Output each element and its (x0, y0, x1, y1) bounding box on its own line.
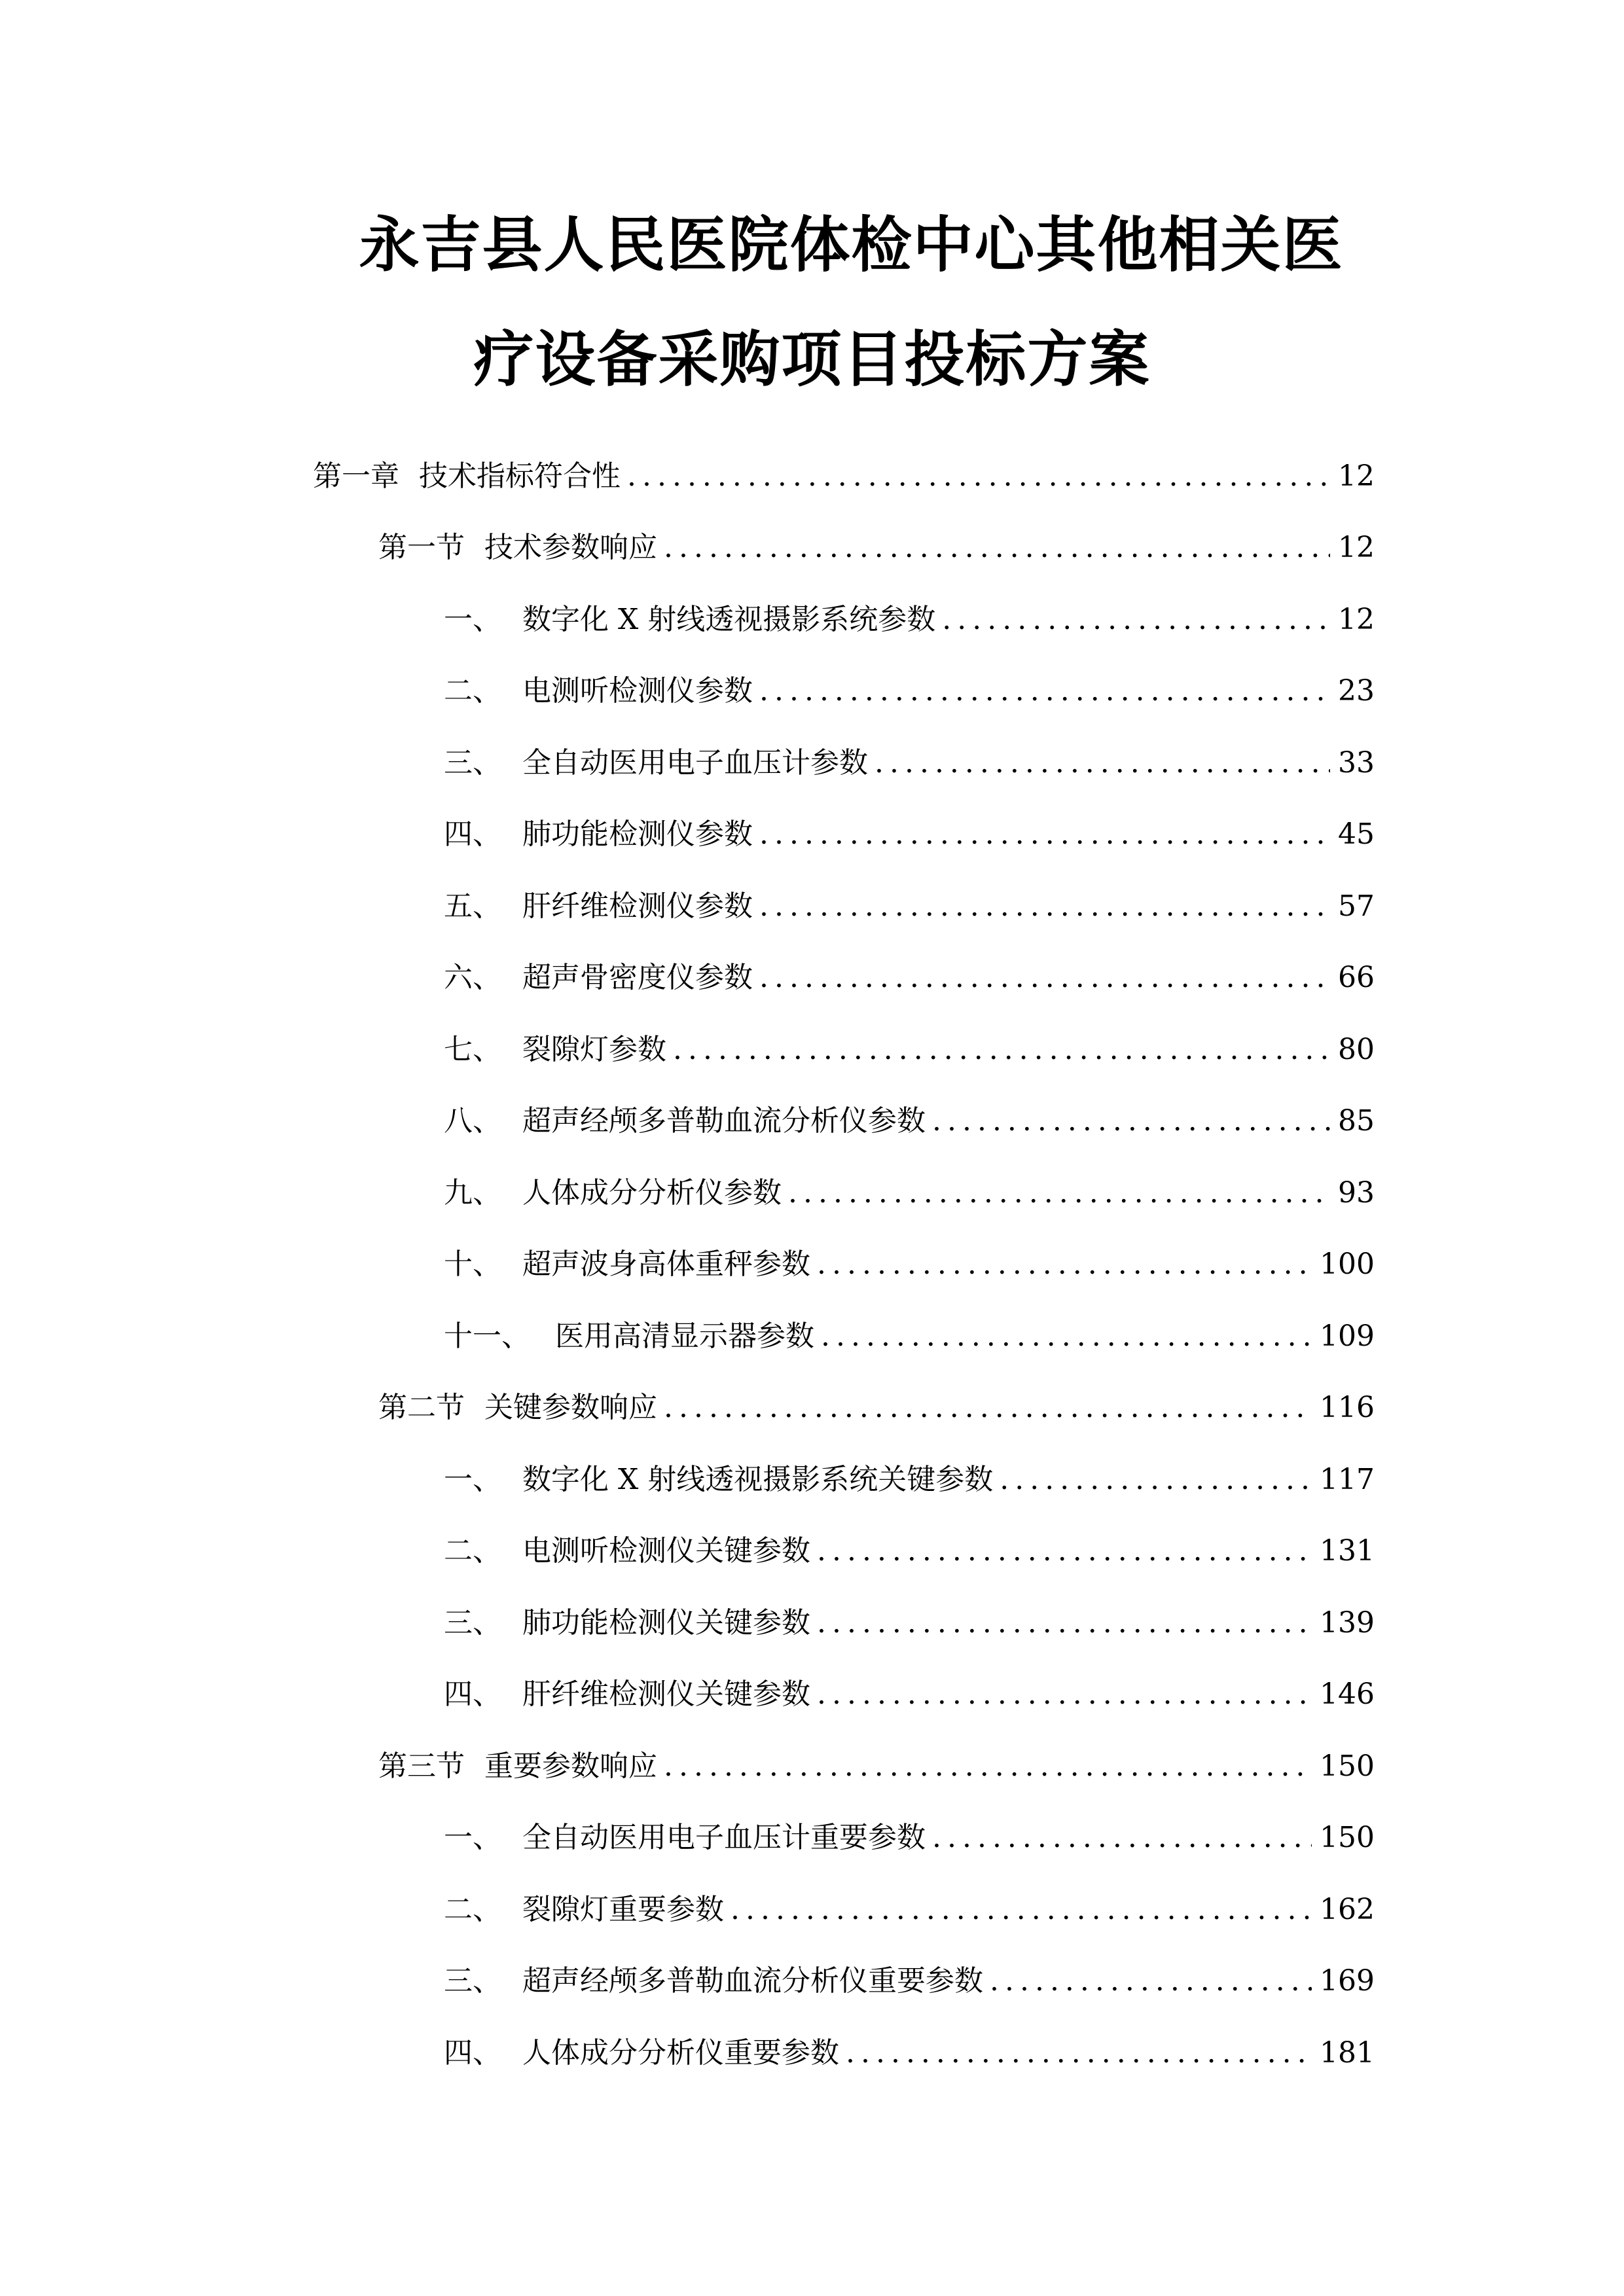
toc-entry[interactable] (0, 437, 1624, 509)
toc-entry-title: 技术参数响应 (484, 531, 657, 565)
toc-entry[interactable] (0, 1584, 1624, 1656)
toc-dot-leader (759, 889, 1330, 923)
toc-page-number: 45 (1338, 817, 1375, 852)
toc-page-number: 146 (1320, 1677, 1375, 1712)
toc-entry-number: 一、 (444, 1462, 501, 1496)
toc-page-number: 139 (1320, 1605, 1375, 1640)
toc-dot-leader (846, 2036, 1312, 2070)
toc-entry-content (378, 1384, 1375, 1426)
toc-entry-content (444, 810, 1375, 852)
toc-dot-leader (627, 459, 1330, 493)
toc-entry-title: 肝纤维检测仪参数 (522, 889, 753, 923)
toc-page-number: 85 (1338, 1104, 1375, 1138)
toc-dot-leader (664, 531, 1330, 564)
toc-page-number: 116 (1320, 1391, 1375, 1425)
toc-dot-leader (875, 746, 1330, 780)
toc-dot-leader (664, 1391, 1312, 1424)
toc-entry-title: 数字化 X 射线透视摄影系统参数 (522, 602, 936, 636)
toc-entry[interactable] (0, 1441, 1624, 1513)
toc-entry[interactable] (0, 867, 1624, 939)
toc-dot-leader (817, 1247, 1312, 1281)
toc-entry-content (313, 452, 1375, 494)
toc-entry-number: 四、 (444, 817, 501, 852)
toc-entry-number: 八、 (444, 1104, 501, 1138)
toc-entry[interactable] (0, 509, 1624, 581)
toc-page-number: 12 (1338, 459, 1375, 493)
toc-entry-content (444, 1312, 1375, 1354)
toc-entry-title: 重要参数响应 (484, 1749, 657, 1783)
toc-page-number: 12 (1338, 602, 1375, 636)
toc-entry-content (444, 1456, 1375, 1498)
toc-entry-title: 超声经颅多普勒血流分析仪参数 (522, 1104, 926, 1138)
toc-page-number: 100 (1320, 1247, 1375, 1282)
toc-entry-content (444, 1026, 1375, 1067)
toc-page-number: 162 (1320, 1892, 1375, 1926)
toc-entry-number: 第二节 (378, 1391, 465, 1425)
toc-dot-leader (664, 1749, 1312, 1783)
toc-entry-title: 肺功能检测仪参数 (522, 817, 753, 852)
toc-page-number: 57 (1338, 889, 1375, 923)
toc-entry[interactable] (0, 1297, 1624, 1369)
toc-entry-title: 电测听检测仪关键参数 (522, 1534, 810, 1568)
toc-dot-leader (1000, 1463, 1312, 1496)
toc-dot-leader (990, 1964, 1312, 1998)
toc-entry-title: 肝纤维检测仪关键参数 (522, 1677, 810, 1712)
toc-dot-leader (673, 1033, 1330, 1066)
toc-entry-title: 人体成分分析仪重要参数 (522, 2036, 839, 2070)
toc-entry-title: 裂隙灯参数 (522, 1032, 666, 1066)
toc-entry-content (444, 882, 1375, 924)
toc-entry-title: 肺功能检测仪关键参数 (522, 1605, 810, 1640)
toc-dot-leader (932, 1821, 1312, 1854)
toc-entry-number: 四、 (444, 1677, 501, 1712)
toc-entry-number: 一、 (444, 1821, 501, 1855)
toc-entry-title: 裂隙灯重要参数 (522, 1892, 724, 1926)
toc-entry[interactable] (0, 1727, 1624, 1799)
toc-entry-content (444, 596, 1375, 637)
toc-entry[interactable] (0, 2014, 1624, 2086)
toc-page-number: 181 (1320, 2036, 1375, 2070)
toc-entry-content (444, 1527, 1375, 1569)
toc-entry-content (444, 1097, 1375, 1139)
toc-page-number: 23 (1338, 674, 1375, 708)
toc-entry-number: 十一、 (444, 1319, 530, 1353)
toc-entry-content (444, 1957, 1375, 1999)
toc-dot-leader (821, 1319, 1312, 1353)
toc-entry-number: 三、 (444, 745, 501, 780)
toc-entry-title: 电测听检测仪参数 (522, 674, 753, 708)
toc-entry[interactable] (0, 1369, 1624, 1441)
table-of-contents (0, 437, 1624, 2086)
toc-dot-leader (817, 1606, 1312, 1640)
toc-entry[interactable] (0, 1154, 1624, 1226)
toc-entry[interactable] (0, 1083, 1624, 1155)
toc-entry-number: 三、 (444, 1605, 501, 1640)
toc-dot-leader (759, 674, 1330, 708)
toc-entry-number: 二、 (444, 674, 501, 708)
toc-page-number: 80 (1338, 1032, 1375, 1066)
toc-page-number: 33 (1338, 745, 1375, 780)
toc-entry-number: 二、 (444, 1892, 501, 1926)
toc-entry-number: 四、 (444, 2036, 501, 2070)
toc-entry-content (444, 739, 1375, 781)
toc-page-number: 117 (1320, 1462, 1375, 1496)
toc-entry-title: 全自动医用电子血压计参数 (522, 745, 868, 780)
toc-entry-number: 一、 (444, 602, 501, 636)
toc-entry-content (444, 2029, 1375, 2071)
toc-dot-leader (759, 817, 1330, 851)
toc-page-number: 12 (1338, 531, 1375, 565)
toc-page-number: 93 (1338, 1175, 1375, 1210)
toc-entry-number: 第一章 (313, 459, 399, 493)
toc-entry[interactable] (0, 796, 1624, 868)
document-title-line1: 永吉县人民医院体检中心其他相关医 (359, 210, 1344, 280)
toc-entry[interactable] (0, 1943, 1624, 2015)
toc-entry-number: 第一节 (378, 531, 465, 565)
toc-entry-title: 技术指标符合性 (419, 459, 621, 493)
toc-entry-content (378, 1742, 1375, 1784)
toc-entry-title: 医用高清显示器参数 (555, 1319, 814, 1353)
toc-entry-content (444, 1599, 1375, 1641)
document-title-line2: 疗设备采购项目投标方案 (473, 325, 1151, 395)
toc-dot-leader (759, 961, 1330, 994)
toc-dot-leader (817, 1677, 1312, 1711)
toc-entry-number: 五、 (444, 889, 501, 923)
toc-entry-title: 人体成分分析仪参数 (522, 1175, 782, 1210)
toc-entry[interactable] (0, 1871, 1624, 1943)
toc-entry[interactable] (0, 724, 1624, 796)
toc-entry[interactable] (0, 939, 1624, 1011)
toc-entry-number: 六、 (444, 961, 501, 995)
toc-entry-title: 数字化 X 射线透视摄影系统关键参数 (522, 1462, 994, 1496)
toc-page-number: 66 (1338, 961, 1375, 995)
toc-entry[interactable] (0, 1799, 1624, 1871)
toc-entry-number: 二、 (444, 1534, 501, 1568)
toc-entry-title: 超声骨密度仪参数 (522, 961, 753, 995)
toc-entry-content (444, 1886, 1375, 1928)
toc-entry[interactable] (0, 653, 1624, 725)
toc-entry-content (444, 1814, 1375, 1856)
toc-page-number: 169 (1320, 1964, 1375, 1998)
toc-entry-content (444, 1670, 1375, 1712)
toc-page-number: 150 (1320, 1821, 1375, 1855)
toc-dot-leader (817, 1534, 1312, 1568)
toc-entry-content (378, 524, 1375, 565)
toc-entry-title: 关键参数响应 (484, 1391, 657, 1425)
toc-entry-number: 第三节 (378, 1749, 465, 1783)
toc-entry-title: 全自动医用电子血压计重要参数 (522, 1821, 926, 1855)
toc-entry-number: 七、 (444, 1032, 501, 1066)
toc-entry[interactable] (0, 1656, 1624, 1728)
toc-dot-leader (932, 1104, 1330, 1138)
toc-page-number: 150 (1320, 1749, 1375, 1783)
toc-entry[interactable] (0, 1011, 1624, 1083)
toc-entry-content (444, 667, 1375, 709)
toc-entry-title: 超声波身高体重秤参数 (522, 1247, 810, 1282)
toc-entry[interactable] (0, 1513, 1624, 1585)
toc-entry-number: 三、 (444, 1964, 501, 1998)
toc-dot-leader (788, 1176, 1330, 1210)
toc-page-number: 131 (1320, 1534, 1375, 1568)
toc-entry-content (444, 1240, 1375, 1282)
toc-entry-number: 十、 (444, 1247, 501, 1282)
toc-entry[interactable] (0, 1226, 1624, 1298)
toc-dot-leader (731, 1893, 1312, 1926)
toc-entry-content (444, 954, 1375, 996)
toc-entry[interactable] (0, 581, 1624, 653)
toc-entry-content (444, 1169, 1375, 1211)
toc-dot-leader (942, 603, 1330, 636)
toc-page-number: 109 (1320, 1319, 1375, 1353)
toc-entry-number: 九、 (444, 1175, 501, 1210)
toc-entry-title: 超声经颅多普勒血流分析仪重要参数 (522, 1964, 983, 1998)
